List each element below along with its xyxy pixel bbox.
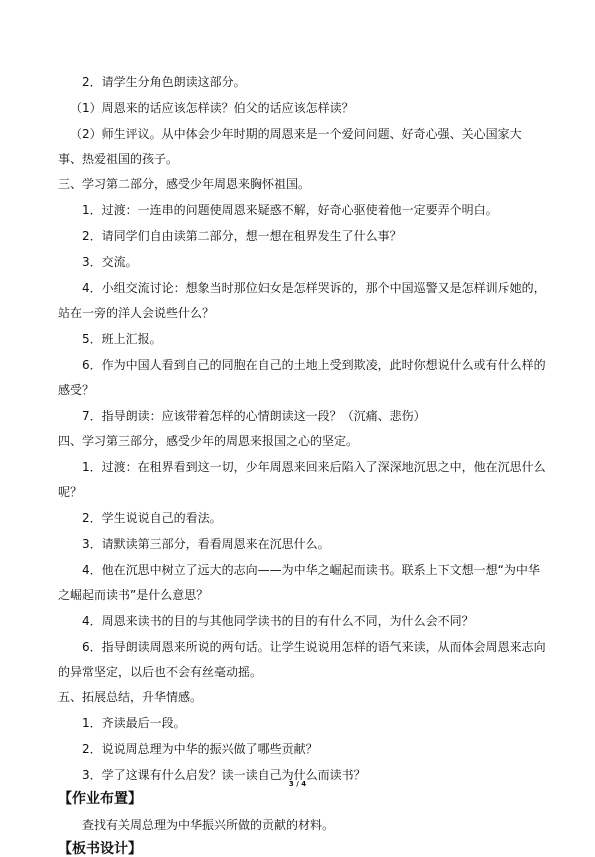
text-line: 1．过渡：一连串的问题使周恩来疑惑不解，好奇心驱使着他一定要弄个明白。 xyxy=(82,203,498,217)
text-line: 感受？ xyxy=(58,383,95,397)
document-body xyxy=(58,75,546,857)
text-line: （2）师生评议。从中体会少年时期的周恩来是一个爱问问题、好奇心强、关心国家大 xyxy=(70,127,522,141)
section-heading: 三、学习第二部分，感受少年周恩来胸怀祖国。 xyxy=(58,177,311,191)
text-line: 2．请学生分角色朗读这部分。 xyxy=(82,75,246,89)
page-number: 3 / 4 xyxy=(288,780,307,788)
text-line: 的异常坚定，以后也不会有丝毫动摇。 xyxy=(58,665,263,679)
text-line: 5．班上汇报。 xyxy=(82,332,162,346)
text-line: （1）周恩来的话应该怎样读？伯父的话应该怎样读？ xyxy=(70,101,354,115)
text-line: 之崛起而读书”是什么意思？ xyxy=(58,588,209,602)
homework-heading: 【作业布置】 xyxy=(58,791,142,807)
section-heading: 四、学习第三部分，感受少年的周恩来报国之心的坚定。 xyxy=(58,434,359,448)
text-line: 2．请同学们自由读第二部分，想一想在租界发生了什么事？ xyxy=(82,229,402,243)
text-line: 6．指导朗读周恩来所说的两句话。让学生说说用怎样的语气来读，从而体会周恩来志向 xyxy=(82,640,546,654)
text-line: 3．请默读第三部分，看看周恩来在沉思什么。 xyxy=(82,537,330,551)
text-line: 4．周恩来读书的目的与其他同学读书的目的有什么不同，为什么会不同？ xyxy=(82,614,474,628)
text-line: 站在一旁的洋人会说些什么？ xyxy=(58,306,215,320)
text-line: 7．指导朗读：应该带着怎样的心情朗读这一段？（沉痛、悲伤） xyxy=(82,409,426,423)
text-line: 2．学生说说自己的看法。 xyxy=(82,511,222,525)
text-line: 2．说说周总理为中华的振兴做了哪些贡献？ xyxy=(82,742,318,756)
text-line: 3．交流。 xyxy=(82,255,138,269)
text-line: 6．作为中国人看到自己的同胞在自己的土地上受到欺凌，此时你想说什么或有什么样的 xyxy=(82,358,546,372)
section-heading: 五、拓展总结，升华情感。 xyxy=(58,690,203,704)
text-line: 1．过渡：在租界看到这一切，少年周恩来回来后陷入了深深地沉思之中，他在沉思什么 xyxy=(82,460,546,474)
text-line: 事、热爱祖国的孩子。 xyxy=(58,152,179,166)
board-design-heading: 【板书设计】 xyxy=(58,841,142,857)
text-line: 4．他在沉思中树立了远大的志向——为中华之崛起而读书。联系上下文想一想“为中华 xyxy=(82,563,540,577)
text-line: 3．学了这课有什么启发？读一读自己为什么而读书？ xyxy=(82,768,366,782)
text-line: 查找有关周总理为中华振兴所做的贡献的材料。 xyxy=(82,818,335,832)
text-line: 4．小组交流讨论：想象当时那位妇女是怎样哭诉的，那个中国巡警又是怎样训斥她的， xyxy=(82,281,546,295)
text-line: 呢？ xyxy=(58,485,83,499)
text-line: 1．齐读最后一段。 xyxy=(82,716,186,730)
